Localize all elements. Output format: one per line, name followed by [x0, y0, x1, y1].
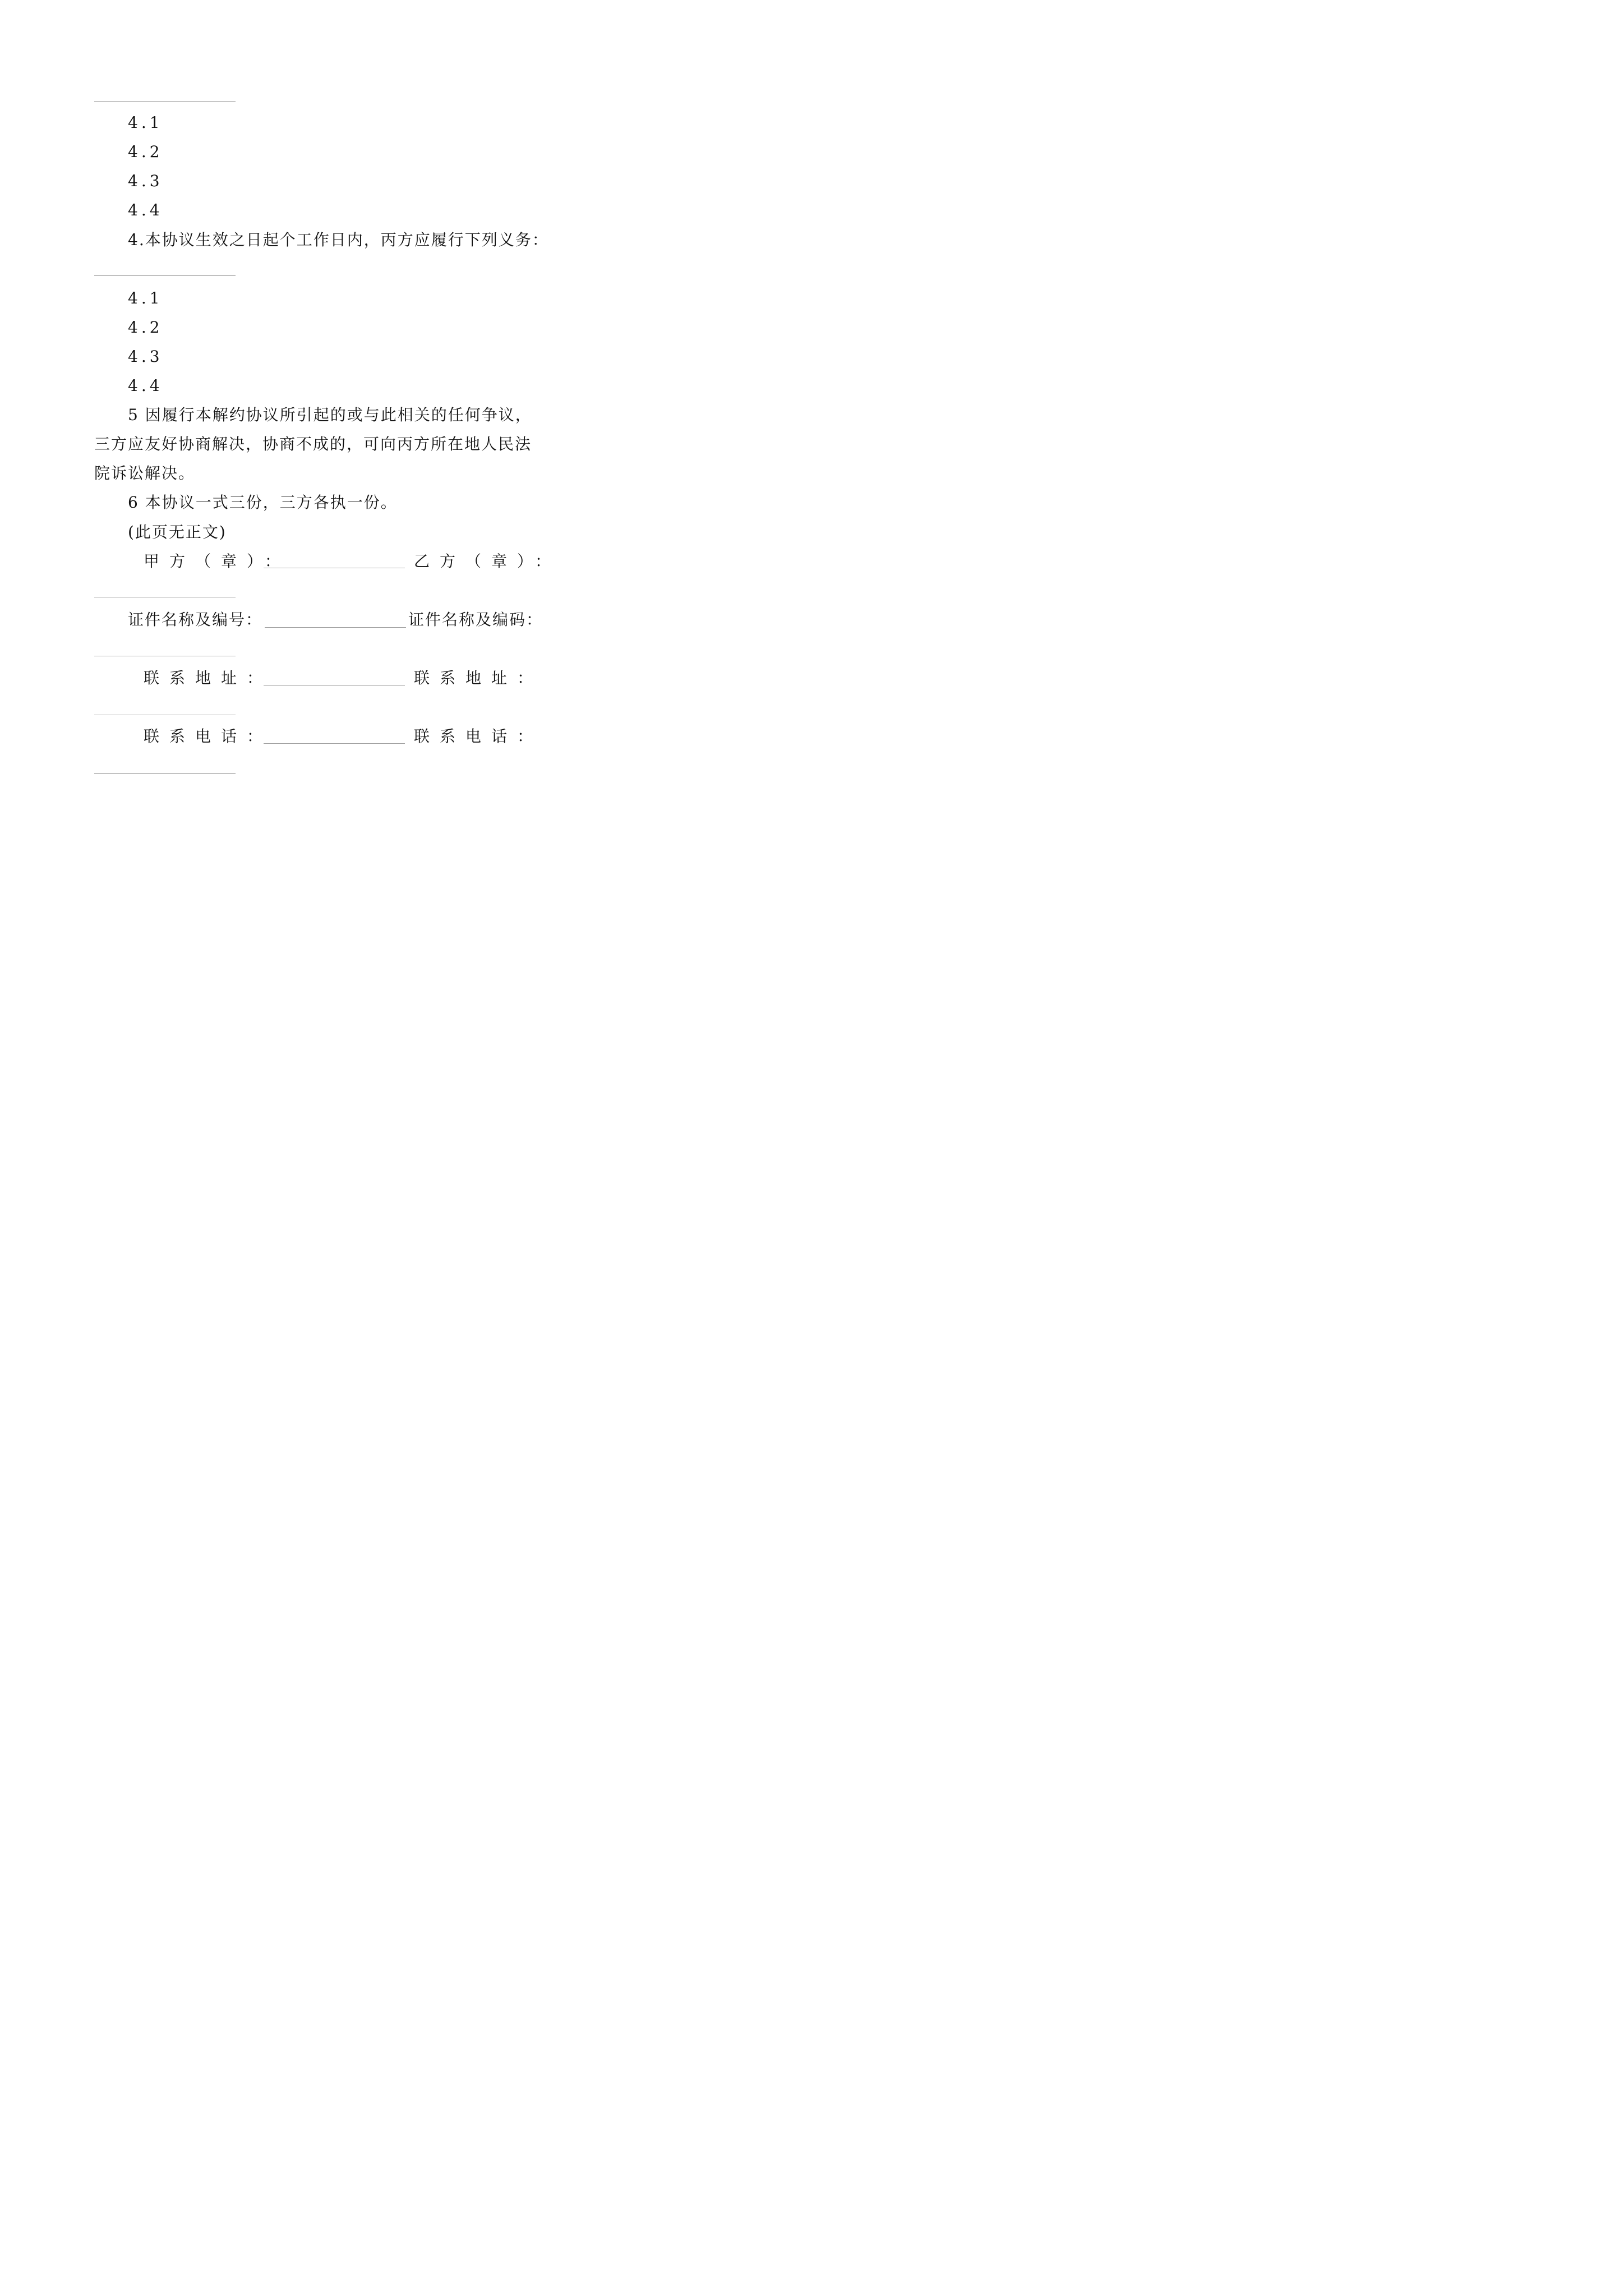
clause-5-line-1: 5 因履行本解约协议所引起的或与此相关的任何争议， [128, 406, 532, 424]
phone-label-b: 联系电话： [414, 727, 543, 746]
party-a-label: 甲方（章）： [144, 552, 291, 570]
blank-line [94, 275, 236, 276]
blank-line [94, 773, 236, 774]
clause-6-text: 6 本协议一式三份，三方各执一份。 [128, 493, 398, 512]
list-item: 4.3 [128, 347, 163, 366]
document-page [0, 0, 617, 873]
phone-a-blank [264, 743, 405, 744]
clause-5-line-2: 三方应友好协商解决，协商不成的，可向丙方所在地人民法 [94, 435, 532, 453]
id-label-b: 证件名称及编码： [408, 610, 543, 629]
clause-5-line-3: 院诉讼解决。 [94, 464, 196, 482]
blank-page-note: (此页无正文) [128, 523, 227, 541]
list-item: 4.1 [128, 289, 163, 307]
blank-line [94, 101, 236, 102]
id-label-a: 证件名称及编号： [128, 610, 263, 629]
list-item: 4.2 [128, 318, 163, 337]
phone-label-a: 联系电话： [144, 727, 273, 746]
party-b-label: 乙方（章）： [414, 552, 561, 570]
address-label-a: 联系地址： [144, 669, 273, 687]
list-item: 4.1 [128, 113, 163, 132]
list-item: 4.4 [128, 376, 163, 395]
id-a-blank [265, 627, 406, 628]
list-item: 4.4 [128, 201, 163, 219]
address-label-b: 联系地址： [414, 669, 543, 687]
list-item: 4.2 [128, 142, 163, 161]
list-item: 4.3 [128, 172, 163, 190]
clause-4-text: 4.本协议生效之日起个工作日内，丙方应履行下列义务： [128, 231, 549, 249]
